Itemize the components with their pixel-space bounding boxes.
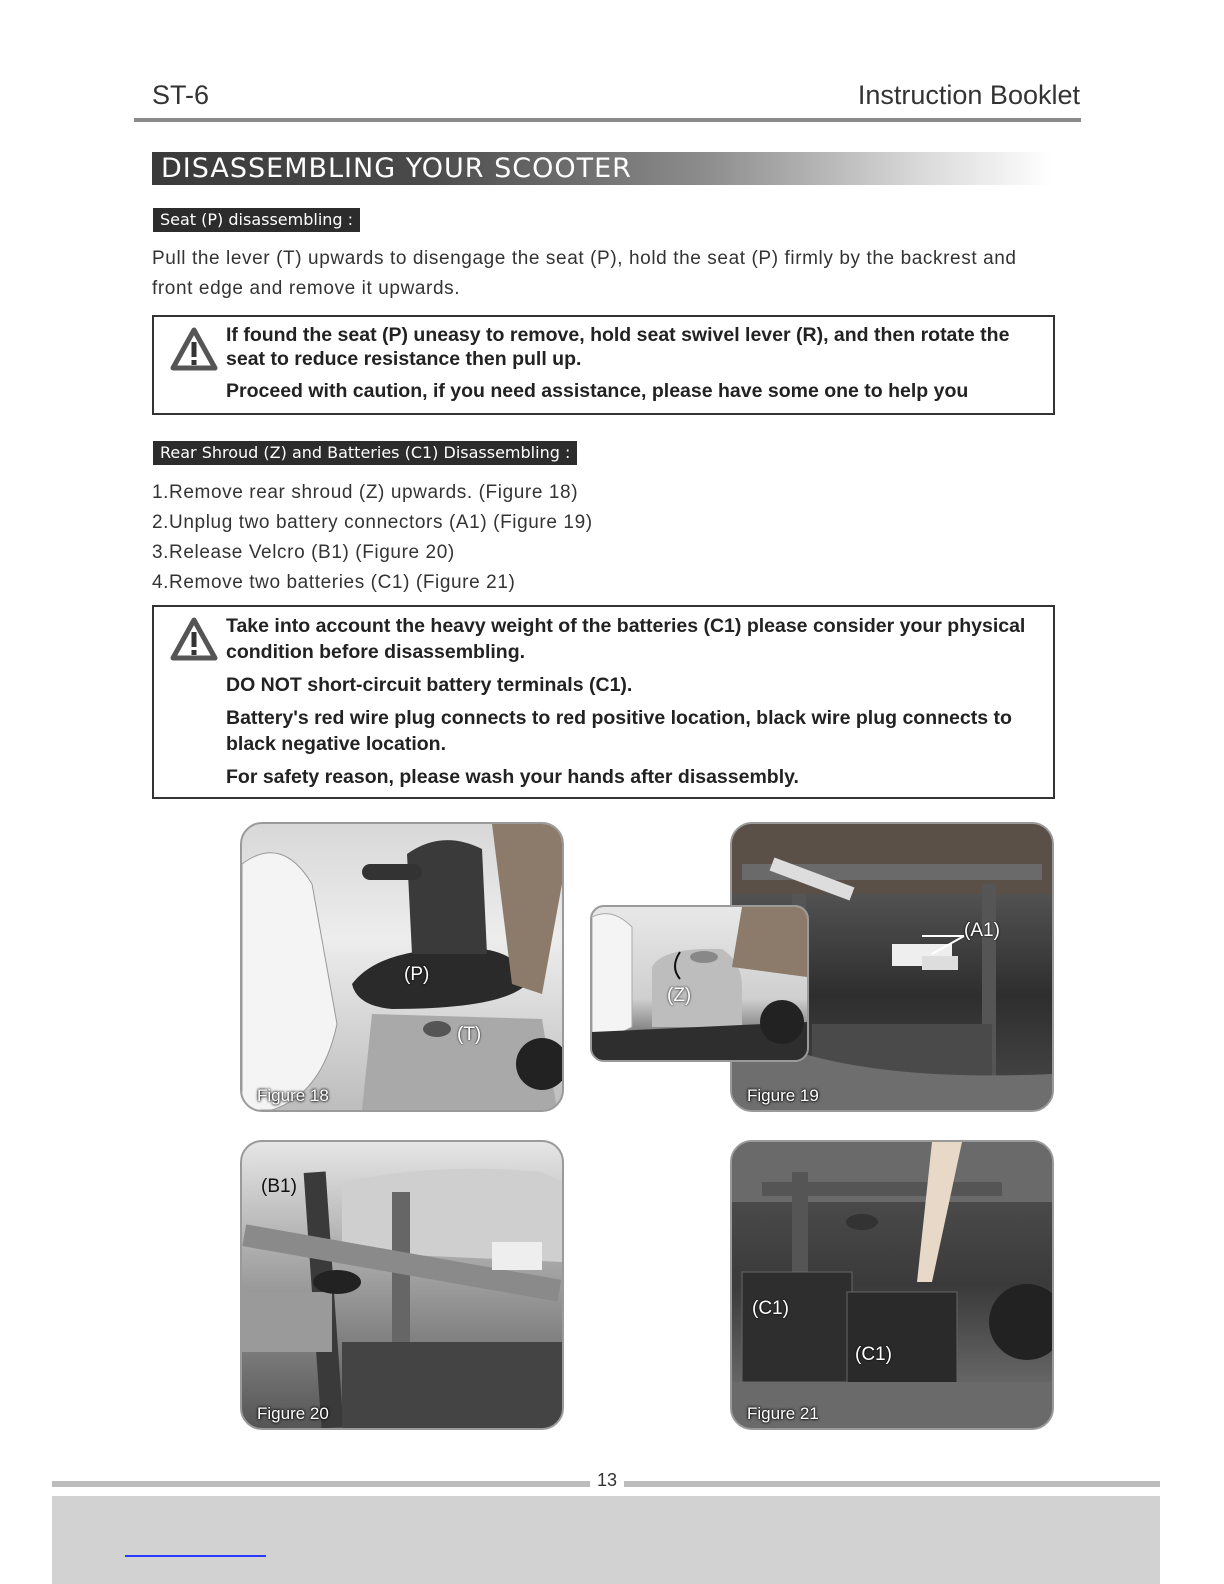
rear-shroud-inset xyxy=(590,905,809,1062)
figure-21 xyxy=(730,1140,1054,1430)
warning-triangle-icon xyxy=(170,327,218,371)
footer-band xyxy=(52,1496,1160,1584)
battery-removal-photo xyxy=(732,1142,1052,1428)
figure-caption: Figure 19 xyxy=(747,1086,819,1105)
list-item: 3.Release Velcro (B1) (Figure 20) xyxy=(152,542,455,563)
header-divider xyxy=(134,118,1081,122)
section-banner xyxy=(152,152,1052,185)
footer-divider-right xyxy=(624,1481,1160,1487)
warning-text: If found the seat (P) uneasy to remove, hold seat swivel lever (R), and then rotate the seat to reduce resistance then pull up. xyxy=(226,324,1010,370)
figure-caption: Figure 21 xyxy=(747,1404,819,1423)
warning-text: Take into account the heavy weight of the batteries (C1) please consider your physical condition before disassembling. xyxy=(226,615,1026,663)
figure-caption: Figure 20 xyxy=(257,1404,329,1423)
list-item: 2.Unplug two battery connectors (A1) (Figure 19) xyxy=(152,512,593,533)
callout-label: (C1) xyxy=(752,1298,789,1319)
step-list xyxy=(152,478,593,598)
callout-label: (A1) xyxy=(964,920,1000,941)
callout-label: (P) xyxy=(404,964,430,985)
callout-label: (Z) xyxy=(667,985,692,1006)
warning-text: Battery's red wire plug connects to red positive location, black wire plug connects to black negative location. xyxy=(226,707,1012,755)
seat-subheading: Seat (P) disassembling : xyxy=(153,208,360,232)
list-item: 1.Remove rear shroud (Z) upwards. (Figure 18) xyxy=(152,482,579,503)
seat-instructions: Pull the lever (T) upwards to disengage the seat (P), hold the seat (P) firmly by the backrest and front edge and remove it upwards. xyxy=(152,248,1017,299)
page-number: 13 xyxy=(596,1470,618,1490)
callout-label: (C1) xyxy=(855,1344,892,1365)
callout-label: (T) xyxy=(457,1024,482,1045)
battery-warning-box xyxy=(152,605,1055,799)
rear-shroud-photo xyxy=(592,907,807,1060)
figure-18 xyxy=(240,822,564,1112)
header-model: ST-6 xyxy=(152,80,210,110)
footer-link-underline[interactable] xyxy=(125,1555,266,1557)
figure-caption: Figure 18 xyxy=(257,1086,329,1105)
warning-text: DO NOT short-circuit battery terminals (C1). xyxy=(226,674,633,696)
seat-warning-box xyxy=(152,315,1055,415)
warning-triangle-icon xyxy=(170,617,218,661)
rear-subheading: Rear Shroud (Z) and Batteries (C1) Disassembling : xyxy=(153,441,577,465)
figure-20 xyxy=(240,1140,564,1430)
footer-divider-left xyxy=(52,1481,590,1487)
warning-text: Proceed with caution, if you need assistance, please have some one to help you xyxy=(226,380,969,402)
callout-label: (B1) xyxy=(261,1176,297,1197)
section-title: DISASSEMBLING YOUR SCOOTER xyxy=(161,153,632,184)
list-item: 4.Remove two batteries (C1) (Figure 21) xyxy=(152,572,516,593)
header-title: Instruction Booklet xyxy=(857,80,1080,110)
warning-text: For safety reason, please wash your hands after disassembly. xyxy=(226,766,799,788)
seat-removal-photo xyxy=(242,824,562,1110)
